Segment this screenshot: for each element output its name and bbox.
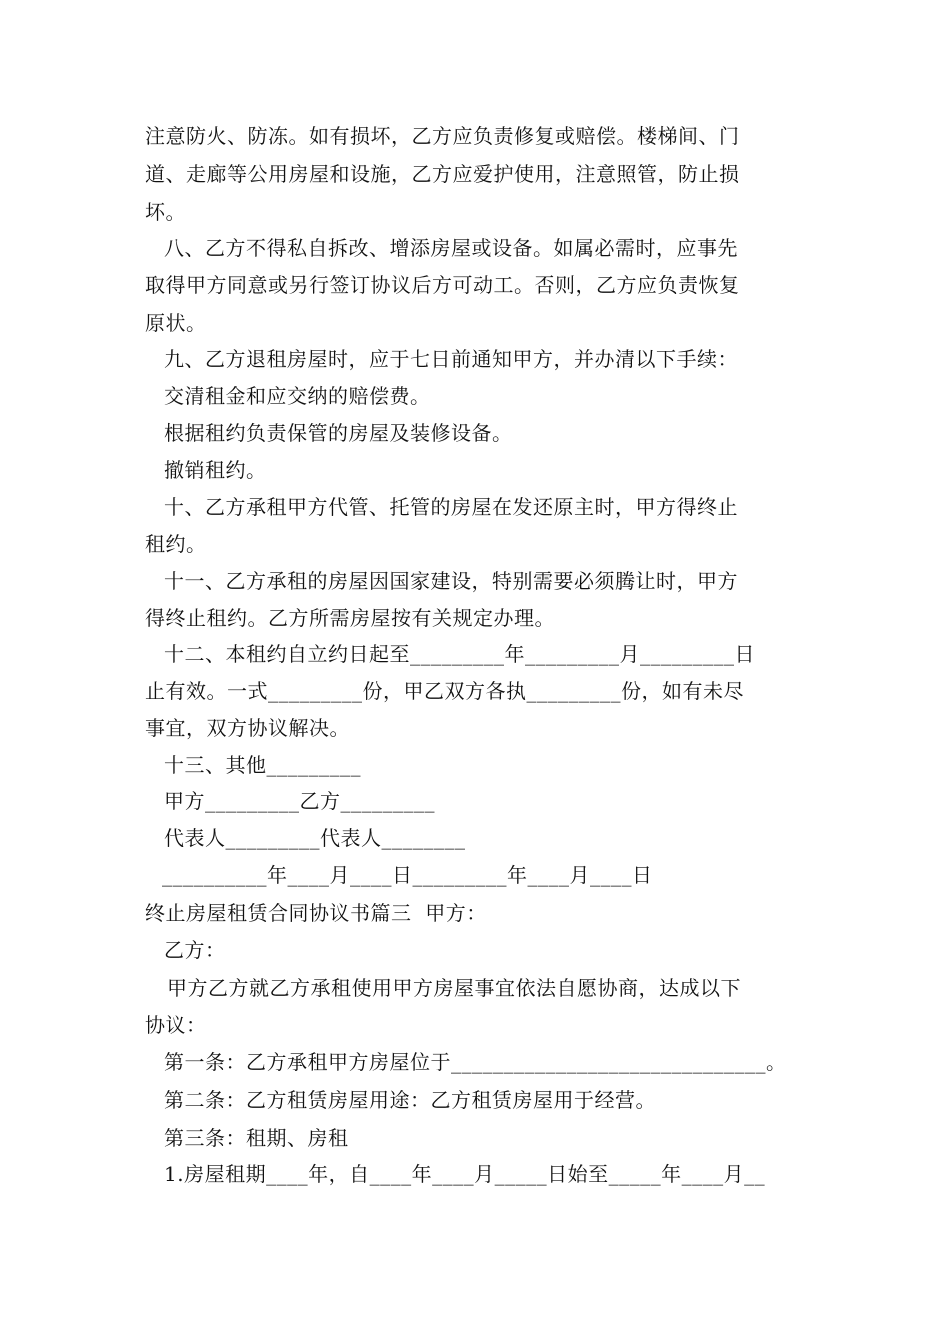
text-line: 乙方： [164, 938, 226, 962]
text-line: 协议： [145, 1013, 207, 1037]
text-line: 得终止租约。乙方所需房屋按有关规定办理。 [145, 606, 555, 630]
text-line: 代表人_________代表人________ [164, 826, 466, 850]
text-line: 十、乙方承租甲方代管、托管的房屋在发还原主时，甲方得终止 [164, 495, 738, 519]
text-line: __________年____月____日_________年____月____日 [162, 863, 653, 887]
text-line: 十二、本租约自立约日起至_________年_________月_________日 [164, 642, 755, 666]
text-line: 道、走廊等公用房屋和设施，乙方应爱护使用，注意照管，防止损 [145, 162, 740, 186]
text-line: 根据租约负责保管的房屋及装修设备。 [164, 421, 513, 445]
text-line: 坏。 [145, 200, 186, 224]
text-line: 第二条：乙方租赁房屋用途：乙方租赁房屋用于经营。 [164, 1088, 656, 1112]
text-line: 事宜，双方协议解决。 [145, 716, 350, 740]
text-line: 甲方乙方就乙方承租使用甲方房屋事宜依法自愿协商，达成以下 [167, 976, 741, 1000]
text-line: 十一、乙方承租的房屋因国家建设，特别需要必须腾让时，甲方 [164, 569, 738, 593]
text-line: 取得甲方同意或另行签订协议后方可动工。否则，乙方应负责恢复 [145, 273, 740, 297]
text-line: 租约。 [145, 532, 207, 556]
text-line: 止有效。一式_________份，甲乙双方各执_________份，如有未尽 [145, 679, 744, 703]
text-line: 注意防火、防冻。如有损坏，乙方应负责修复或赔偿。楼梯间、门 [145, 124, 740, 148]
text-line: 甲方_________乙方_________ [164, 789, 435, 813]
text-line: 九、乙方退租房屋时，应于七日前通知甲方，并办清以下手续： [164, 347, 738, 371]
text-line: 原状。 [145, 311, 207, 335]
text-line: 八、乙方不得私自拆改、增添房屋或设备。如属必需时，应事先 [164, 236, 738, 260]
text-line: 第一条：乙方承租甲方房屋位于______________________________。 [164, 1050, 787, 1074]
text-line: 撤销租约。 [164, 458, 267, 482]
text-line: 1.房屋租期____年，自____年____月_____日始至_____年____月__ [164, 1162, 766, 1186]
text-line: 交清租金和应交纳的赔偿费。 [164, 384, 431, 408]
text-line: 十三、其他_________ [164, 753, 361, 777]
section-heading: 终止房屋租赁合同协议书篇三 甲方： [145, 901, 487, 925]
text-line: 第三条：租期、房租 [164, 1126, 349, 1150]
